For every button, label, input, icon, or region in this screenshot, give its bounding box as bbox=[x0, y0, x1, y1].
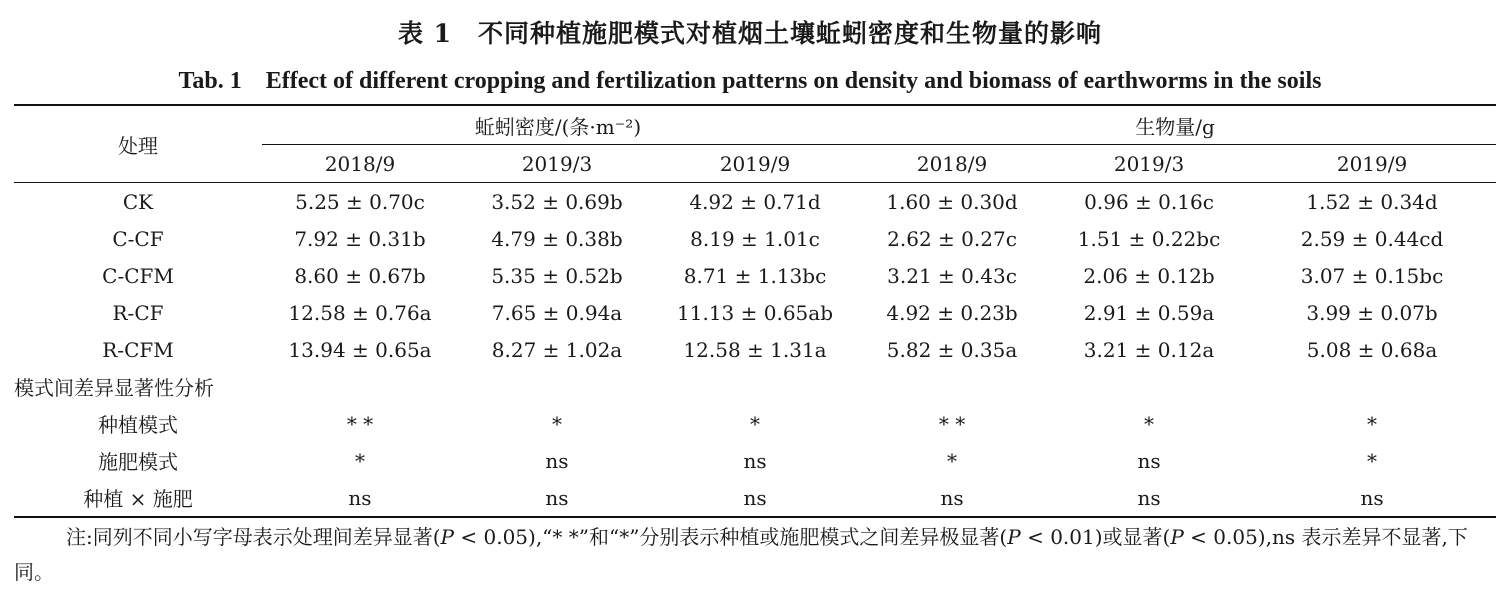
note-p-symbol: P bbox=[1007, 525, 1021, 549]
table-cell: 5.82 ± 0.35a bbox=[886, 337, 1018, 362]
table-cell: 1.60 ± 0.30d bbox=[886, 189, 1018, 214]
table-cell: 4.79 ± 0.38b bbox=[491, 226, 623, 251]
sig-cell: ns bbox=[1050, 479, 1248, 517]
header-date: 2019/9 bbox=[656, 145, 854, 183]
data-table bbox=[14, 104, 1496, 518]
header-date: 2018/9 bbox=[262, 145, 458, 183]
sig-cell: * bbox=[947, 448, 958, 473]
table-cell: 12.58 ± 0.76a bbox=[288, 300, 432, 325]
table-cell: 12.58 ± 1.31a bbox=[683, 337, 827, 362]
row-name: C-CF bbox=[112, 226, 164, 251]
table-cell: 3.52 ± 0.69b bbox=[491, 189, 623, 214]
table-cell: 2.91 ± 0.59a bbox=[1083, 300, 1215, 325]
table-cell: 11.13 ± 0.65ab bbox=[677, 300, 834, 325]
sig-row bbox=[14, 479, 1496, 517]
table-row bbox=[14, 257, 1496, 294]
sig-row-name: 种植 × 施肥 bbox=[14, 479, 262, 517]
header-treatment: 处理 bbox=[14, 105, 262, 183]
table-cell: 0.96 ± 0.16c bbox=[1084, 189, 1214, 214]
header-row-1 bbox=[14, 105, 1496, 145]
sig-cell: * * bbox=[346, 411, 374, 436]
header-date: 2019/9 bbox=[1248, 145, 1496, 183]
sig-row bbox=[14, 442, 1496, 479]
sig-cell: * bbox=[1367, 448, 1378, 473]
header-date: 2019/3 bbox=[1050, 145, 1248, 183]
table-cell: 8.19 ± 1.01c bbox=[690, 226, 820, 251]
sig-cell: ns bbox=[1248, 479, 1496, 517]
table-title-en: Tab. 1 Effect of different cropping and fertilization patterns on density and biomass of earthworms in the soils bbox=[178, 68, 1322, 94]
note-p-symbol: P bbox=[440, 525, 455, 549]
header-biomass: 生物量/g bbox=[854, 105, 1496, 145]
sig-row bbox=[14, 405, 1496, 442]
sig-cell: ns bbox=[1137, 448, 1161, 473]
table-footnote bbox=[14, 520, 1496, 590]
row-name: C-CFM bbox=[102, 263, 174, 288]
section-label: 模式间差异显著性分析 bbox=[14, 376, 214, 400]
header-date: 2018/9 bbox=[854, 145, 1050, 183]
sig-cell: * bbox=[1144, 411, 1155, 436]
note-text: < 0.05),ns 表示差异不显著,下同。 bbox=[14, 525, 1468, 584]
table-cell: 2.59 ± 0.44cd bbox=[1300, 226, 1444, 251]
sig-cell: ns bbox=[262, 479, 458, 517]
table-cell: 8.71 ± 1.13bc bbox=[683, 263, 827, 288]
table-title-cn: 表 1 不同种植施肥模式对植烟土壤蚯蚓密度和生物量的影响 bbox=[397, 19, 1103, 48]
sig-cell: * bbox=[1367, 411, 1378, 436]
note-text: < 0.01)或显著( bbox=[1020, 525, 1171, 549]
table-row bbox=[14, 331, 1496, 368]
section-row bbox=[14, 368, 1496, 405]
sig-cell: ns bbox=[743, 448, 767, 473]
sig-row-name: 施肥模式 bbox=[98, 450, 178, 474]
table-cell: 5.25 ± 0.70c bbox=[295, 189, 425, 214]
table-cell: 8.60 ± 0.67b bbox=[294, 263, 426, 288]
table-cell: 3.07 ± 0.15bc bbox=[1300, 263, 1444, 288]
table-cell: 5.08 ± 0.68a bbox=[1306, 337, 1438, 362]
table-cell: 4.92 ± 0.71d bbox=[689, 189, 821, 214]
sig-cell: * * bbox=[938, 411, 966, 436]
table-cell: 2.62 ± 0.27c bbox=[887, 226, 1017, 251]
table-cell: 3.99 ± 0.07b bbox=[1306, 300, 1438, 325]
table-cell: 4.92 ± 0.23b bbox=[886, 300, 1018, 325]
table-cell: 2.06 ± 0.12b bbox=[1083, 263, 1215, 288]
sig-cell: ns bbox=[854, 479, 1050, 517]
sig-cell: ns bbox=[545, 448, 569, 473]
table-cell: 1.52 ± 0.34d bbox=[1306, 189, 1438, 214]
table-cell: 7.92 ± 0.31b bbox=[294, 226, 426, 251]
sig-row-name: 种植模式 bbox=[98, 413, 178, 437]
table-cell: 3.21 ± 0.12a bbox=[1083, 337, 1215, 362]
table-cell: 13.94 ± 0.65a bbox=[288, 337, 432, 362]
table-cell: 8.27 ± 1.02a bbox=[491, 337, 623, 362]
note-p-symbol: P bbox=[1170, 525, 1184, 549]
header-density: 蚯蚓密度/(条·m⁻²) bbox=[262, 105, 854, 145]
table-cell: 3.21 ± 0.43c bbox=[887, 263, 1017, 288]
table-row bbox=[14, 220, 1496, 257]
sig-cell: ns bbox=[656, 479, 854, 517]
sig-cell: ns bbox=[458, 479, 656, 517]
row-name: R-CFM bbox=[102, 337, 174, 362]
sig-cell: * bbox=[355, 448, 365, 473]
row-name: R-CF bbox=[112, 300, 164, 325]
table-cell: 5.35 ± 0.52b bbox=[491, 263, 623, 288]
table-row bbox=[14, 183, 1496, 221]
note-text: 注:同列不同小写字母表示处理间差异显著( bbox=[66, 525, 441, 549]
row-name: CK bbox=[122, 189, 154, 214]
sig-cell: * bbox=[750, 411, 761, 436]
table-cell: 1.51 ± 0.22bc bbox=[1077, 226, 1221, 251]
header-date: 2019/3 bbox=[458, 145, 656, 183]
note-text: < 0.05),“* *”和“*”分别表示种植或施肥模式之间差异极显著( bbox=[454, 525, 1008, 549]
table-cell: 7.65 ± 0.94a bbox=[491, 300, 623, 325]
sig-cell: * bbox=[552, 411, 562, 436]
table-row bbox=[14, 294, 1496, 331]
